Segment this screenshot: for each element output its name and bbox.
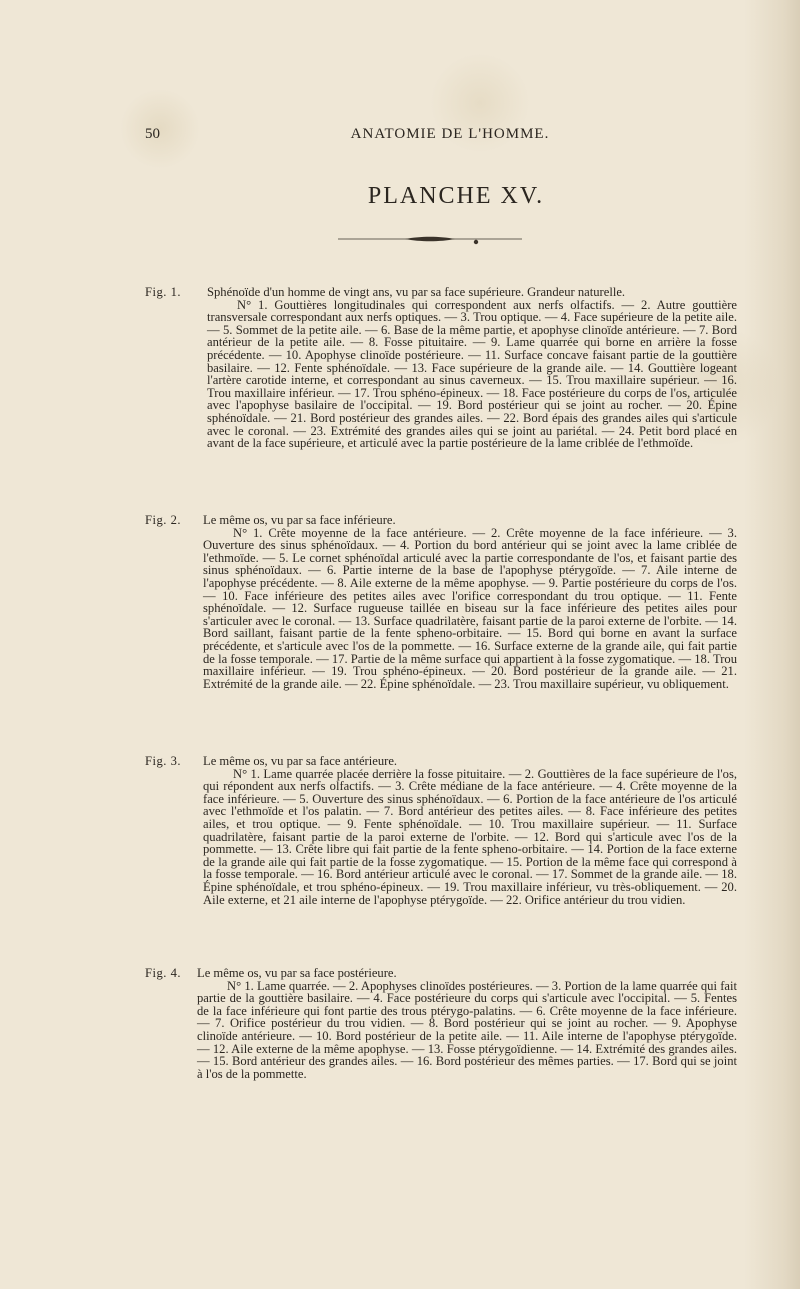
figure-label: Fig. 2. <box>145 513 182 527</box>
figure-items: N° 1. Lame quarrée placée derrière la fosse pituitaire. — 2. Gouttières de la face supérieure de l'os, qui répondent aux nerfs olfactifs. — 3. Crête médiane de la face antérieure. — 4. Crête moyenne de la face inférieure. — 5. Ouverture des sinus sphénoïdaux. — 6. Portion de la face antérieure de l'os articulé avec l'ethmoïde et l'os palatin. — 7. Bord antérieur des petites ailes. — 8. Face inférieure des petites ailes, et trou optique. — 9. Fente sphénoïdale. — 10. Trou maxillaire supérieur. — 11. Surface quadrilatère, faisant partie de la paroi externe de l'orbite. — 12. Bord qui s'articule avec l'os de la pommette. — 13. Crête libre qui fait partie de la fente spheno-orbitaire. — 14. Portion de la face externe de la grande aile qui fait partie de la fosse zygomatique. — 15. Portion de la même face qui correspond à la fosse temporale. — 16. Bord antérieur articulé avec le coronal. — 17. Sommet de la grande aile. — 18. Épine sphénoïdale, et trou sphéno-épineux. — 19. Trou maxillaire inférieur, vu très-obliquement. — 20. Aile externe, et 21 aile interne de l'apophyse ptérygoïde. — 22. Orifice antérieur du trou vidien. <box>203 766 737 907</box>
figure-items: N° 1. Crête moyenne de la face antérieure. — 2. Crête moyenne de la face inférieure. — 3. Ouverture des sinus sphénoïdaux. — 4. Portion du bord antérieur qui se joint avec la lame criblée de l'ethmoïde. — 5. Le cornet sphénoïdal articulé avec la partie correspondante de l'os, et faisant partie des sinus sphénoïdaux. — 6. Partie interne de la base de l'apophyse ptérygoïde. — 7. Aile interne de l'apophyse précédente. — 8. Aile externe de la même apophyse. — 9. Partie postérieure du corps de l'os. — 10. Face inférieure des petites ailes avec l'orifice correspondant du trou optique. — 11. Fente sphénoïdale. — 12. Surface rugueuse taillée en biseau sur la face inférieure des petites ailes pour s'articuler avec le coronal. — 13. Surface quadrilatère, faisant partie de la paroi externe de l'orbite. — 14. Bord saillant, faisant partie de la fente spheno-orbitaire. — 15. Bord qui borne en avant la surface précédente, et s'articule avec l'os de la pommette. — 16. Surface externe de la grande aile, qui fait partie de la fosse temporale. — 17. Partie de la même surface qui appartient à la fosse zygomatique. — 18. Trou maxillaire inférieur. — 19. Trou sphéno-épineux. — 20. Bord postérieur de la grande aile. — 21. Extrémité de la grande aile. — 22. Épine sphénoïdale. — 23. Trou maxillaire supérieur, vu obliquement. <box>203 525 737 691</box>
figure-label: Fig. 4. <box>145 966 182 980</box>
ornament-divider <box>330 230 530 246</box>
figure-description <box>197 967 737 1080</box>
figure-lead: Le même os, vu par sa face inférieure. <box>203 513 396 527</box>
figure-description <box>207 286 737 450</box>
running-head <box>145 126 735 146</box>
plate-title: PLANCHE XV. <box>367 183 545 209</box>
figure-label: Fig. 1. <box>145 285 182 299</box>
running-title: ANATOMIE DE L'HOMME. <box>350 126 550 142</box>
figure-items: N° 1. Gouttières longitudinales qui correspondent aux nerfs olfactifs. — 2. Autre gouttière transversale correspondant aux nerfs optiques. — 3. Trou optique. — 4. Face supérieure de la petite aile. — 5. Sommet de la petite aile. — 6. Base de la même partie, et apophyse clinoïde antérieure. — 7. Bord antérieur de la petite aile. — 8. Fosse pituitaire. — 9. Lame quarrée qui borne en arrière la fosse précédente. — 10. Apophyse clinoïde postérieure. — 11. Surface concave faisant partie de la gouttière basilaire. — 12. Fente sphénoïdale. — 13. Face supérieure de la grande aile. — 14. Gouttière logeant l'artère carotide interne, et correspondant au sinus caverneux. — 15. Trou maxillaire supérieur. — 16. Trou maxillaire inférieur. — 17. Trou sphéno-épineux. — 18. Face postérieure du corps de l'os, articulée avec l'apophyse basilaire de l'occipital. — 19. Bord postérieur qui se joint au rocher. — 20. Épine sphénoïdale. — 21. Bord postérieur des grandes ailes. — 22. Bord épais des grandes ailes qui s'articule avec le coronal. — 23. Extrémité des grandes ailes qui se joint au pariétal. — 24. Petit bord placé en avant de la face supérieure, et articulé avec la partie postérieure de la lame criblée de l'ethmoïde. <box>207 297 737 451</box>
figure-lead: Le même os, vu par sa face antérieure. <box>203 754 398 768</box>
figure-lead: Le même os, vu par sa face postérieure. <box>197 966 397 980</box>
figure-label: Fig. 3. <box>145 754 182 768</box>
page-number: 50 <box>145 126 160 142</box>
figure-description <box>203 755 737 906</box>
figure-items: N° 1. Lame quarrée. — 2. Apophyses clinoïdes postérieures. — 3. Portion de la lame quarrée qui fait partie de la gouttière basilaire. — 4. Face postérieure du corps qui s'articule avec l'occipital. — 5. Fentes de la face inférieure qui font partie des trous ptérygo-palatins. — 6. Crête moyenne de la face inférieure. — 7. Orifice postérieur du trou vidien. — 8. Bord postérieur qui se joint au rocher. — 9. Apophyse clinoïde antérieure. — 10. Bord postérieur de la petite aile. — 11. Aile interne de l'apophyse ptérygoïde. — 12. Aile externe de la même apophyse. — 13. Fosse ptérygoïdienne. — 14. Extrémité des grandes ailes. — 15. Bord antérieur des grandes ailes. — 16. Bord postérieur des mêmes parties. — 17. Bord qui se joint à l'os de la pommette. <box>197 978 737 1081</box>
figure-description <box>203 514 737 690</box>
figure-lead: Sphénoïde d'un homme de vingt ans, vu par sa face supérieure. Grandeur naturelle. <box>207 285 626 299</box>
